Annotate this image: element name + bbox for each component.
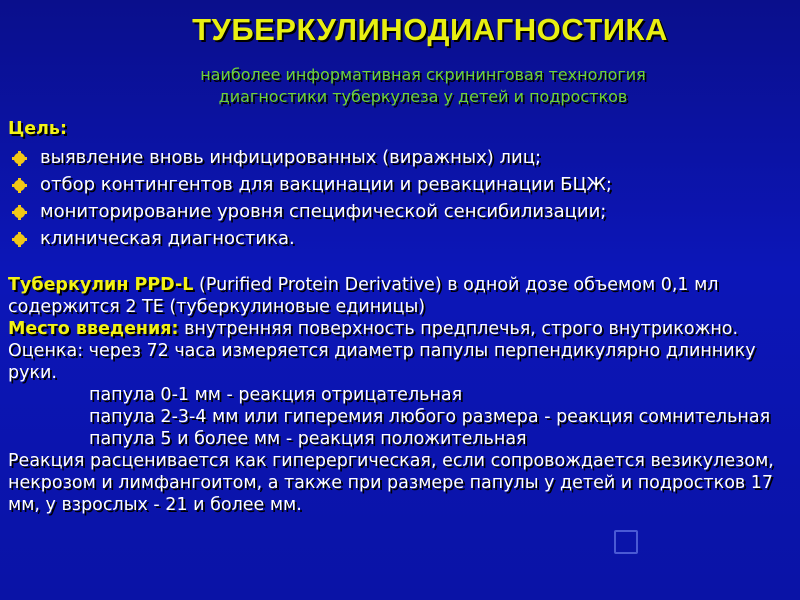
slide-title: ТУБЕРКУЛИНОДИАГНОСТИКА	[192, 12, 668, 47]
subtitle-line-2: диагностики туберкулеза у детей и подростков	[218, 87, 628, 106]
sunburst-bullet-icon	[14, 153, 25, 164]
goals-list	[8, 144, 796, 252]
injection-site-label: Место введения:	[8, 319, 179, 339]
assessment-paragraph: Оценка: через 72 часа измеряется диаметр папулы перпендикулярно длиннику руки.	[8, 341, 756, 383]
injection-site-paragraph	[8, 318, 796, 340]
goal-text: выявление вновь инфицированных (виражных) лиц;	[40, 147, 542, 168]
goal-item	[8, 171, 796, 198]
slide-subtitle	[0, 64, 800, 108]
sunburst-bullet-icon	[14, 207, 25, 218]
tuberculin-text: (Purified Protein Derivative) в одной дозе объемом 0,1 мл содержится 2 ТЕ (туберкулиновые единицы)	[8, 275, 719, 317]
tuberculin-label: Туберкулин PPD-L	[8, 275, 194, 295]
goal-text: клиническая диагностика.	[40, 228, 295, 249]
slide-body	[8, 118, 796, 516]
spacer	[8, 252, 796, 274]
sunburst-bullet-icon	[14, 234, 25, 245]
goal-item	[8, 144, 796, 171]
goal-item	[8, 198, 796, 225]
sunburst-bullet-icon	[14, 180, 25, 191]
slide-navigation-icon[interactable]	[614, 530, 638, 554]
result-positive: папула 5 и более мм - реакция положительная	[89, 429, 527, 449]
subtitle-line-1: наиболее информативная скрининговая технология	[200, 65, 646, 84]
goal-item	[8, 225, 796, 252]
goal-text: отбор контингентов для вакцинации и ревакцинации БЦЖ;	[40, 174, 612, 195]
goal-text: мониторирование уровня специфической сенсибилизации;	[40, 201, 607, 222]
injection-site-text: внутренняя поверхность предплечья, строго внутрикожно.	[178, 319, 739, 339]
goal-label: Цель:	[8, 119, 67, 139]
result-negative: папула 0-1 мм - реакция отрицательная	[89, 385, 463, 405]
result-doubtful: папула 2-3-4 мм или гиперемия любого размера - реакция сомнительная	[89, 407, 771, 427]
hyperergic-paragraph: Реакция расценивается как гиперергическая, если сопровождается везикулезом, некрозом и лимфангоитом, а также при размере папулы у детей и подростков 17 мм, у взрослых - 21 и более мм.	[8, 451, 774, 515]
tuberculin-paragraph	[8, 274, 796, 318]
